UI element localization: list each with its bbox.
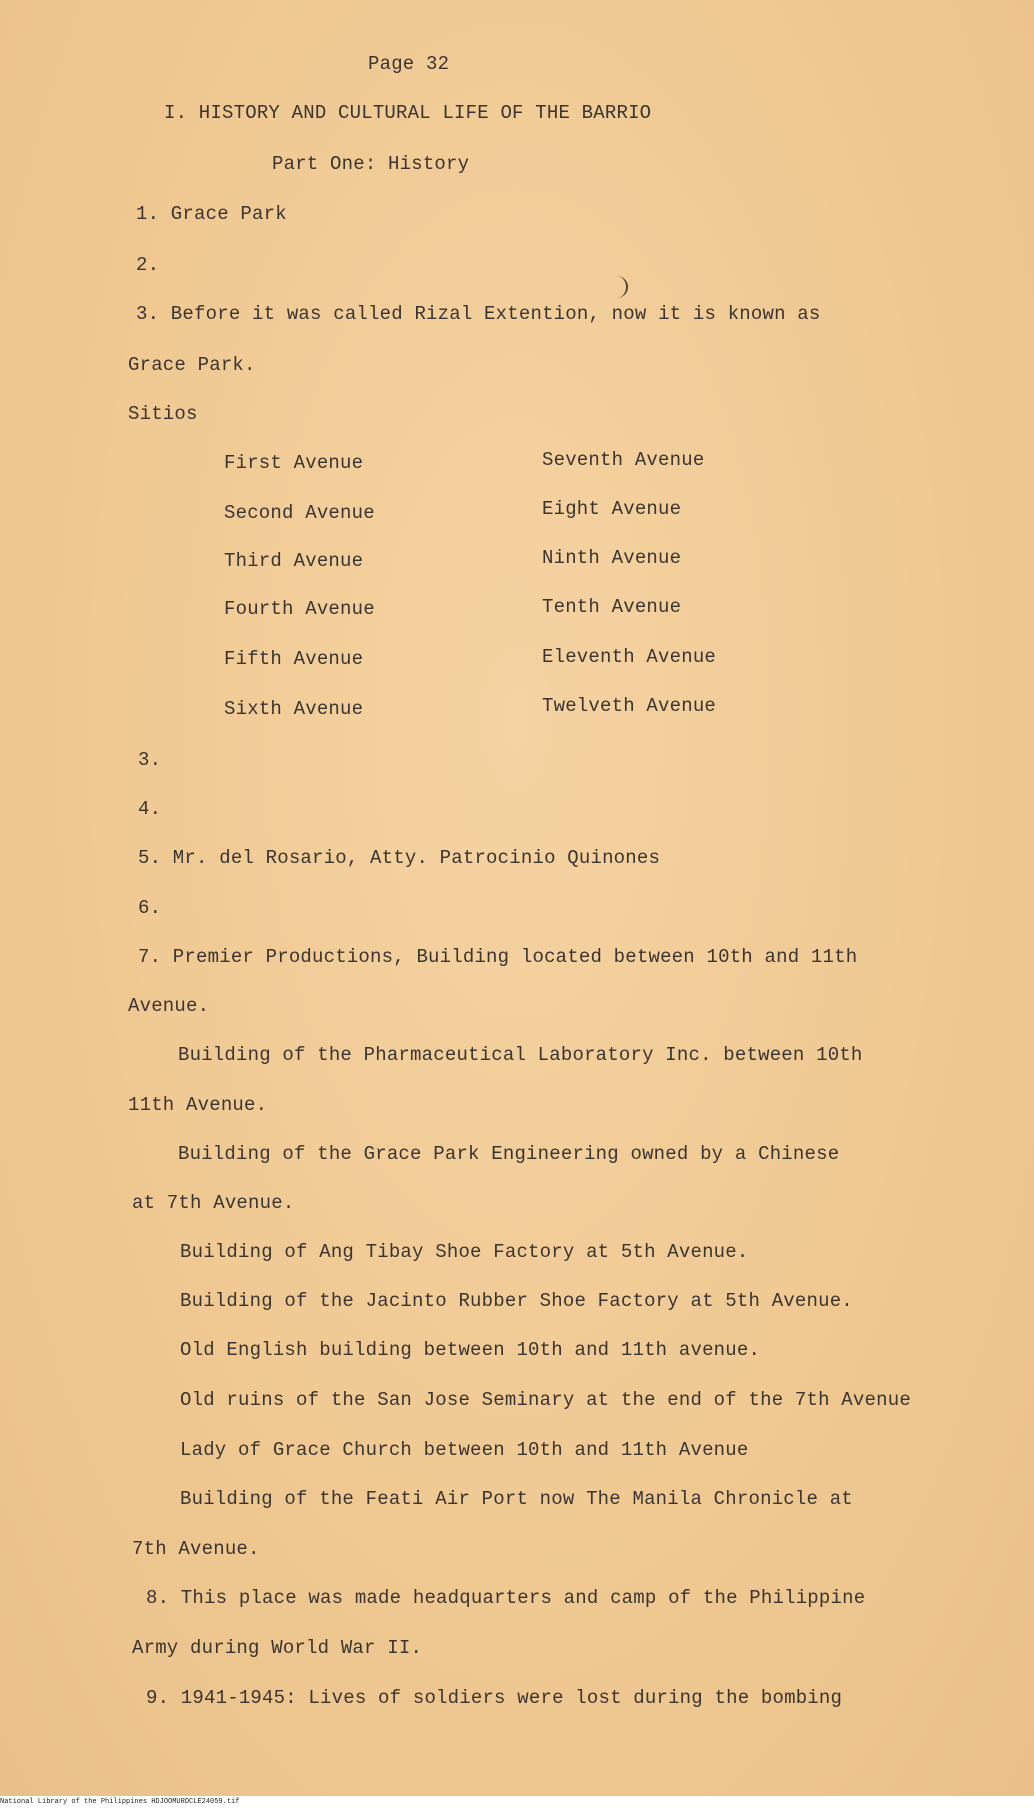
sitio-left: Fifth Avenue bbox=[224, 648, 364, 670]
sitio-left: Fourth Avenue bbox=[224, 598, 375, 620]
part-title: Part One: History bbox=[272, 153, 470, 175]
sitio-right: Twelveth Avenue bbox=[542, 695, 717, 717]
item-9: 9. 1941-1945: Lives of soldiers were lost during the bombing bbox=[146, 1687, 843, 1709]
handwritten-correction-mark bbox=[614, 276, 628, 298]
item-2: 2. bbox=[136, 254, 160, 276]
item-7h: Lady of Grace Church between 10th and 11th Avenue bbox=[180, 1439, 749, 1461]
item-8-line-2: Army during World War II. bbox=[132, 1637, 423, 1659]
item-3-line-2: Grace Park. bbox=[128, 354, 256, 376]
item-3-line-1: 3. Before it was called Rizal Extention, now it is known as bbox=[136, 303, 821, 325]
item-8-line-1: 8. This place was made headquarters and camp of the Philippine bbox=[146, 1587, 866, 1609]
sitio-right: Eight Avenue bbox=[542, 498, 682, 520]
item-7b-line-2: 11th Avenue. bbox=[128, 1094, 268, 1116]
item-7c-line-2: at 7th Avenue. bbox=[132, 1192, 295, 1214]
item-7c-line-1: Building of the Grace Park Engineering owned by a Chinese bbox=[178, 1143, 840, 1165]
sitio-left: First Avenue bbox=[224, 452, 364, 474]
item-7d: Building of Ang Tibay Shoe Factory at 5th Avenue. bbox=[180, 1241, 749, 1263]
item-7i-line-2: 7th Avenue. bbox=[132, 1538, 260, 1560]
sitio-right: Eleventh Avenue bbox=[542, 646, 717, 668]
page-number: Page 32 bbox=[368, 53, 450, 75]
section-title: I. HISTORY AND CULTURAL LIFE OF THE BARRIO bbox=[164, 102, 652, 124]
item-7-line-2: Avenue. bbox=[128, 995, 210, 1017]
item-7b-line-1: Building of the Pharmaceutical Laboratory Inc. between 10th bbox=[178, 1044, 863, 1066]
sitio-right: Tenth Avenue bbox=[542, 596, 682, 618]
footer-text: National Library of the Philippines HDJOOMURDCLE24059.tif bbox=[0, 1798, 240, 1806]
sitio-left: Third Avenue bbox=[224, 550, 364, 572]
sitio-left: Sixth Avenue bbox=[224, 698, 364, 720]
item-7-line-1: 7. Premier Productions, Building located between 10th and 11th bbox=[138, 946, 858, 968]
scan-footer bbox=[0, 1796, 1034, 1808]
sitios-label: Sitios bbox=[128, 403, 198, 425]
item-3b: 3. bbox=[138, 749, 162, 771]
item-6: 6. bbox=[138, 897, 162, 919]
sitio-right: Ninth Avenue bbox=[542, 547, 682, 569]
item-1: 1. Grace Park bbox=[136, 203, 287, 225]
item-4: 4. bbox=[138, 798, 162, 820]
item-7i-line-1: Building of the Feati Air Port now The Manila Chronicle at bbox=[180, 1488, 853, 1510]
sitio-right: Seventh Avenue bbox=[542, 449, 705, 471]
item-7e: Building of the Jacinto Rubber Shoe Factory at 5th Avenue. bbox=[180, 1290, 853, 1312]
item-5: 5. Mr. del Rosario, Atty. Patrocinio Quinones bbox=[138, 847, 661, 869]
item-7f: Old English building between 10th and 11th avenue. bbox=[180, 1339, 761, 1361]
sitio-left: Second Avenue bbox=[224, 502, 375, 524]
item-7g: Old ruins of the San Jose Seminary at the end of the 7th Avenue bbox=[180, 1389, 911, 1411]
